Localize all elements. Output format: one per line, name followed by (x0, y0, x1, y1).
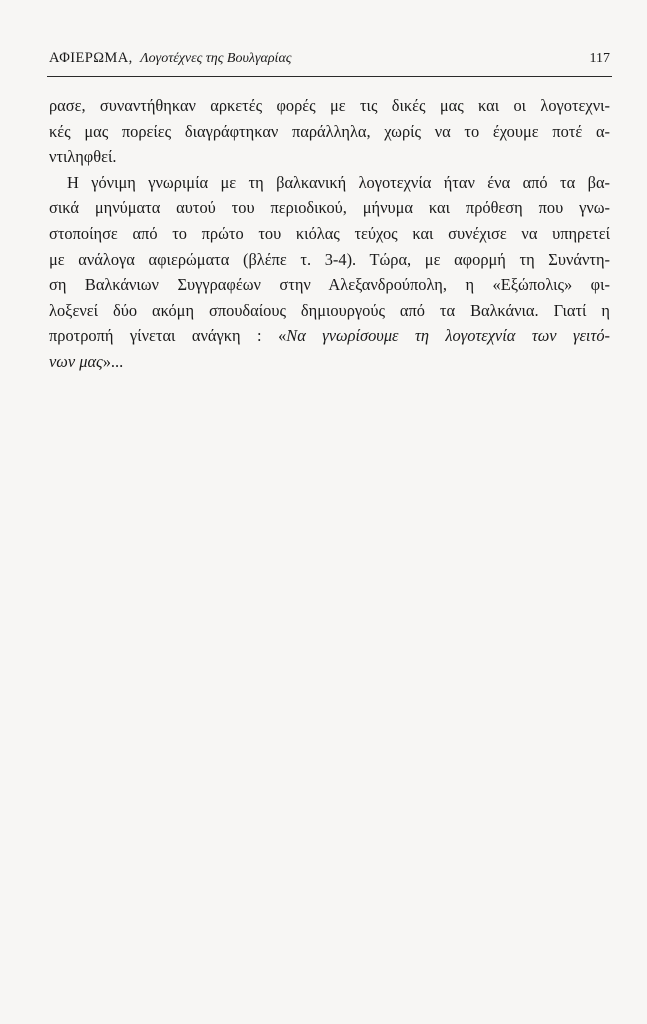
text-line: κές μας πορείες διαγράφτηκαν παράλληλα, χωρίς να το έχουμε ποτέ α- (49, 121, 610, 141)
text-run: προτροπή γίνεται ανάγκη : « (49, 326, 287, 346)
text-line: σικά μηνύματα αυτού του περιοδικού, μήνυμα και πρόθεση που γνω- (49, 198, 610, 218)
text-line: στοποίησε από το πρώτο του κιόλας τεύχος και συνέχισε να υπηρετεί (49, 223, 610, 243)
text-line: λοξενεί δύο ακόμη σπουδαίους δημιουργούς από τα Βαλκάνια. Γιατί η (49, 300, 610, 320)
text-line (49, 323, 610, 349)
header-rule (47, 76, 612, 77)
text-line: ση Βαλκάνιων Συγγραφέων στην Αλεξανδρούπολη, η «Εξώπολις» φι- (49, 275, 610, 295)
italic-quote: Να γνωρίσουμε τη λογοτεχνία των γειτό- (286, 326, 610, 346)
section-subtitle: Λογοτέχνες της Βουλγαρίας (140, 51, 292, 66)
page-number: 117 (589, 51, 610, 66)
text-line: ντιληφθεί. (49, 147, 117, 167)
text-run: »... (102, 351, 124, 371)
text-line (49, 349, 610, 375)
section-label: ΑΦΙΕΡΩΜΑ, (49, 50, 133, 66)
text-line: Η γόνιμη γνωριμία με τη βαλκανική λογοτεχνία ήταν ένα από τα βα- (67, 172, 610, 192)
text-line: ρασε, συναντήθηκαν αρκετές φορές με τις δικές μας και οι λογοτεχνι- (49, 96, 610, 115)
header-title (49, 50, 291, 67)
text-line: με ανάλογα αφιερώματα (βλέπε τ. 3-4). Τώρα, με αφορμή τη Συνάντη- (49, 249, 610, 269)
running-header (49, 50, 610, 72)
body-text (49, 93, 610, 375)
italic-quote: νων μας (49, 351, 103, 371)
